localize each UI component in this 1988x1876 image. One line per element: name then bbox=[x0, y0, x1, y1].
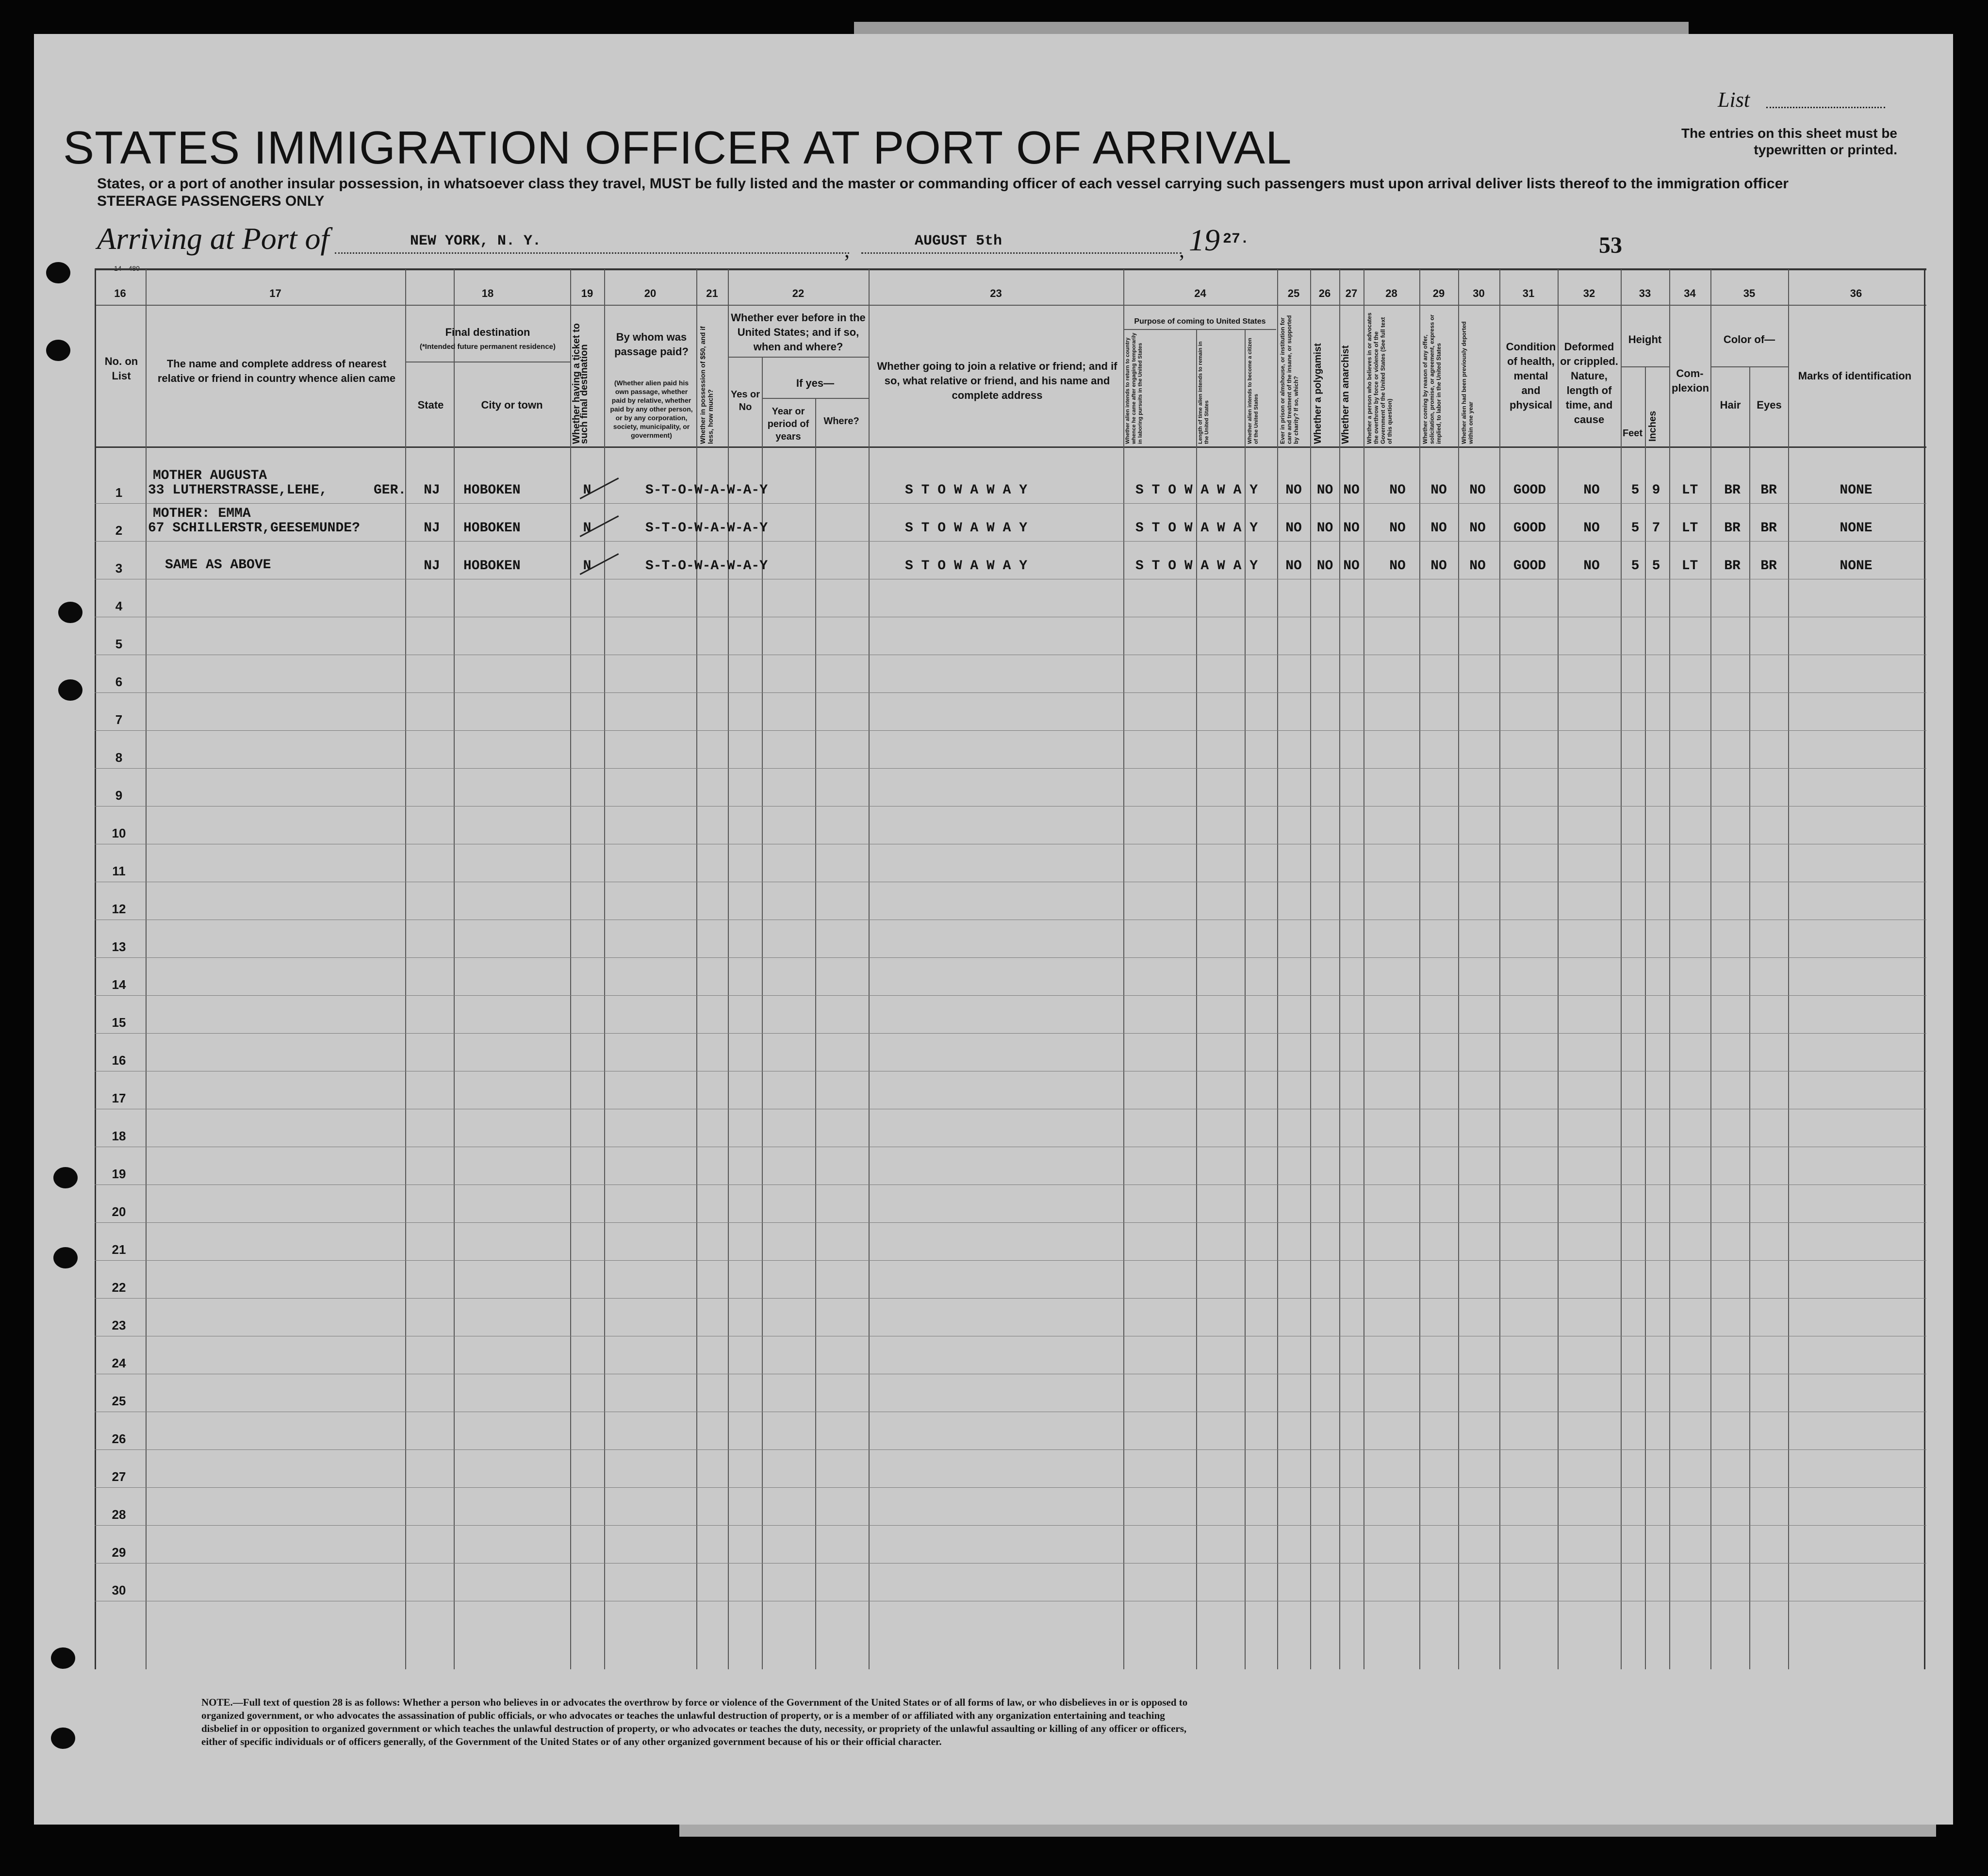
column-rule bbox=[604, 269, 605, 1669]
row-number: 14 bbox=[112, 977, 126, 992]
punch-hole bbox=[58, 602, 82, 623]
row-number: 9 bbox=[115, 788, 123, 803]
cell-city: HOBOKEN bbox=[463, 559, 521, 574]
row-number: 12 bbox=[112, 902, 126, 916]
cell-state: NJ bbox=[424, 559, 440, 574]
header-overthrow: Whether a person who believes in or advocates the overthrow by force or violence of the Government of the United States (See full text of this question) bbox=[1366, 313, 1393, 444]
header-bottom-rule bbox=[95, 446, 1926, 448]
cell-overthrow: NO bbox=[1389, 483, 1406, 498]
cell-prison: NO bbox=[1285, 559, 1302, 574]
column-rule bbox=[1788, 269, 1789, 1669]
relative-address: 67 SCHILLERSTR,GEESEMUNDE? bbox=[148, 521, 360, 536]
column-number: 23 bbox=[990, 287, 1002, 299]
column-rule bbox=[869, 269, 870, 1669]
relative-name: MOTHER: EMMA bbox=[153, 506, 251, 521]
cell-inches: 5 bbox=[1652, 559, 1660, 574]
cell-polygamist: NO bbox=[1316, 483, 1333, 498]
year-prefix: 19 bbox=[1189, 223, 1220, 257]
cell-paid: S-T-O-W-A-W-A-Y bbox=[645, 483, 768, 498]
cell-marks: NONE bbox=[1840, 559, 1873, 574]
ever-before-rule bbox=[728, 357, 869, 358]
port-line bbox=[335, 252, 849, 254]
cell-contract: NO bbox=[1430, 559, 1447, 574]
cell-marks: NONE bbox=[1840, 483, 1873, 498]
cell-polygamist: NO bbox=[1316, 521, 1333, 536]
purpose-rule bbox=[1123, 329, 1276, 330]
cell-state: NJ bbox=[424, 483, 440, 498]
cell-state: NJ bbox=[424, 521, 440, 536]
port-value: NEW YORK, N. Y. bbox=[410, 233, 542, 249]
column-number: 33 bbox=[1639, 287, 1651, 299]
cell-anarchist: NO bbox=[1343, 559, 1360, 574]
header-color-of: Color of— bbox=[1723, 333, 1775, 346]
header-ticket: Whether having a ticket to such final destination bbox=[571, 323, 590, 444]
comma-separator: , bbox=[844, 238, 850, 262]
list-label: List bbox=[1718, 88, 1750, 112]
cell-joining: S T O W A W A Y bbox=[905, 521, 1028, 536]
punch-hole bbox=[51, 1728, 75, 1749]
punch-hole bbox=[51, 1647, 75, 1669]
header-hair: Hair bbox=[1720, 399, 1741, 411]
comma-separator: , bbox=[1179, 238, 1184, 262]
cell-overthrow: NO bbox=[1389, 559, 1406, 574]
footnote-question-28: NOTE.—Full text of question 28 is as follows: Whether a person who believes in or advocates the overthrow by force or violence of the Government of the United States or of all forms of law, or who disbelieves in or is opposed to organized government, or who advocates the assassination of public officials, or who advocates or teaches the unlawful destruction of property, or is a member of or affiliated with any organization entertaining and teaching disbelief in or opposition to organized government or which teaches the unlawful destruction of property, or who advocates or teaches the duty, necessity, or propriety of the unlawful assaulting or killing of any officer or officers, either of specific individuals or of officers generally, of the Government of the United States or of any other organized government because of his or their official character. bbox=[201, 1696, 1188, 1747]
column-number: 29 bbox=[1432, 287, 1445, 299]
cell-contract: NO bbox=[1430, 521, 1447, 536]
sub-column-rule bbox=[815, 398, 816, 1669]
column-rule bbox=[95, 269, 96, 1669]
relative-country: GER. bbox=[374, 483, 407, 498]
header-if-yes: If yes— bbox=[796, 377, 835, 389]
cell-health: GOOD bbox=[1513, 483, 1546, 498]
row-number: 19 bbox=[112, 1167, 126, 1181]
row-number: 29 bbox=[112, 1545, 126, 1560]
header-final-destination: Final destination bbox=[445, 326, 530, 338]
cell-eyes: BR bbox=[1760, 521, 1777, 536]
row-number: 20 bbox=[112, 1204, 126, 1219]
row-number: 8 bbox=[115, 750, 123, 765]
column-rule bbox=[1277, 269, 1278, 1669]
cell-ticket: N bbox=[583, 521, 591, 536]
column-number: 18 bbox=[481, 287, 494, 299]
header-polygamist: Whether a polygamist bbox=[1313, 343, 1323, 444]
cell-overthrow: NO bbox=[1389, 521, 1406, 536]
row-number: 13 bbox=[112, 939, 126, 954]
cell-anarchist: NO bbox=[1343, 521, 1360, 536]
sub-column-rule bbox=[1749, 366, 1750, 1669]
header-fifty-dollars: Whether in possession of $50, and if less, how much? bbox=[699, 326, 714, 444]
row-rule bbox=[95, 957, 1926, 958]
column-rule bbox=[1499, 269, 1500, 1669]
column-number: 27 bbox=[1345, 287, 1358, 299]
cell-deported: NO bbox=[1469, 483, 1486, 498]
cell-paid: S-T-O-W-A-W-A-Y bbox=[645, 559, 768, 574]
header-deported: Whether alien had been previously deported within one year bbox=[1461, 321, 1474, 444]
row-rule bbox=[95, 692, 1926, 693]
column-number: 16 bbox=[114, 287, 126, 299]
cell-ticket: N bbox=[583, 483, 591, 498]
cell-complexion: LT bbox=[1681, 483, 1698, 498]
column-rule bbox=[1123, 269, 1124, 1669]
row-number: 23 bbox=[112, 1318, 126, 1333]
row-number: 22 bbox=[112, 1280, 126, 1295]
cell-eyes: BR bbox=[1760, 559, 1777, 574]
relative-address: 33 LUTHERSTRASSE,LEHE, bbox=[148, 483, 328, 498]
column-number: 19 bbox=[581, 287, 593, 299]
column-rule bbox=[1558, 269, 1559, 1669]
cell-deported: NO bbox=[1469, 559, 1486, 574]
header-passage-note: (Whether alien paid his own passage, whether paid by relative, whether paid by any other person, or by any corporation, society, municipality, or government) bbox=[610, 379, 693, 439]
row-number: 26 bbox=[112, 1432, 126, 1446]
row-number: 25 bbox=[112, 1394, 126, 1408]
header-prison: Ever in prison or almshouse, or institution for care and treatment of the insane, or supported by charity? If so, which? bbox=[1279, 315, 1299, 444]
form-subtitle: States, or a port of another insular possession, in whatsoever class they travel, MUST be fully listed and the master or commanding officer of each vessel carrying such passengers must upon arrival deliver lists thereof to the immigration officer bbox=[97, 176, 1789, 192]
cell-deformed: NO bbox=[1583, 483, 1600, 498]
column-rule bbox=[570, 269, 571, 1669]
header-joining: Whether going to join a relative or friend; and if so, what relative or friend, and his name and complete address bbox=[877, 360, 1117, 401]
cell-complexion: LT bbox=[1681, 559, 1698, 574]
column-number-rule bbox=[95, 305, 1926, 306]
row-number: 2 bbox=[115, 523, 123, 538]
punch-hole bbox=[46, 262, 70, 283]
cell-ticket: N bbox=[583, 559, 591, 574]
column-rule bbox=[405, 269, 406, 1669]
row-number: 28 bbox=[112, 1507, 126, 1522]
column-number: 28 bbox=[1385, 287, 1397, 299]
header-complexion: Com-plexion bbox=[1672, 367, 1709, 394]
cell-city: HOBOKEN bbox=[463, 483, 521, 498]
header-ever-before: Whether ever before in the United States; and if so, when and where? bbox=[731, 312, 866, 353]
cell-feet: 5 bbox=[1631, 559, 1640, 574]
page-number: 53 bbox=[1599, 232, 1622, 258]
header-yes-no: Yes or No bbox=[730, 389, 760, 412]
row-rule bbox=[95, 1298, 1926, 1299]
row-rule bbox=[95, 541, 1926, 542]
column-rule bbox=[1710, 269, 1711, 1669]
column-number: 31 bbox=[1522, 287, 1535, 299]
cell-health: GOOD bbox=[1513, 559, 1546, 574]
cell-marks: NONE bbox=[1840, 521, 1873, 536]
row-rule bbox=[95, 1260, 1926, 1261]
header-height: Height bbox=[1628, 333, 1662, 346]
row-number: 30 bbox=[112, 1583, 126, 1597]
relative-name: MOTHER AUGUSTA bbox=[153, 468, 267, 483]
cell-deformed: NO bbox=[1583, 521, 1600, 536]
row-number: 7 bbox=[115, 712, 123, 727]
cell-feet: 5 bbox=[1631, 483, 1640, 498]
cell-eyes: BR bbox=[1760, 483, 1777, 498]
cell-contract: NO bbox=[1430, 483, 1447, 498]
row-number: 10 bbox=[112, 826, 126, 840]
header-purpose-b: Length of time alien intends to remain in the United States bbox=[1198, 341, 1210, 444]
cell-health: GOOD bbox=[1513, 521, 1546, 536]
row-rule bbox=[95, 1033, 1926, 1034]
row-number: 11 bbox=[112, 864, 126, 878]
sub-column-rule bbox=[1645, 366, 1646, 1669]
header-no-on-list: No. on List bbox=[104, 355, 138, 382]
column-number: 32 bbox=[1583, 287, 1595, 299]
cell-purpose: S T O W A W A Y bbox=[1135, 483, 1258, 498]
cell-complexion: LT bbox=[1681, 521, 1698, 536]
column-rule bbox=[1458, 269, 1459, 1669]
header-condition: Condition of health, mental and physical bbox=[1506, 341, 1556, 411]
row-number: 6 bbox=[115, 675, 123, 689]
punch-hole bbox=[58, 679, 82, 701]
cell-polygamist: NO bbox=[1316, 559, 1333, 574]
relative-name: SAME AS ABOVE bbox=[165, 558, 271, 573]
row-number: 16 bbox=[112, 1053, 126, 1068]
column-number: 25 bbox=[1287, 287, 1300, 299]
column-rule bbox=[1310, 269, 1311, 1669]
column-rule bbox=[1621, 269, 1622, 1669]
header-state: State bbox=[417, 399, 444, 411]
row-rule bbox=[95, 1525, 1926, 1526]
table-top-rule bbox=[95, 268, 1926, 270]
header-purpose-a: Whether alien intends to return to country whence he came after engaging temporarily in laboring pursuits in the United States bbox=[1125, 332, 1143, 444]
row-rule bbox=[95, 503, 1926, 504]
header-eyes: Eyes bbox=[1757, 399, 1782, 411]
column-number: 20 bbox=[644, 287, 657, 299]
header-inches: Inches bbox=[1647, 411, 1658, 442]
form-code: 14—480 bbox=[114, 264, 140, 272]
row-number: 24 bbox=[112, 1356, 126, 1370]
column-number: 36 bbox=[1850, 287, 1862, 299]
cell-city: HOBOKEN bbox=[463, 521, 521, 536]
header-contract: Whether coming by reason of any offer, solicitation, promise, or agreement, express or implied, to labor in the United States bbox=[1422, 314, 1442, 444]
column-rule bbox=[146, 269, 147, 1669]
row-rule bbox=[95, 995, 1926, 996]
row-number: 15 bbox=[112, 1015, 126, 1030]
column-rule bbox=[696, 269, 697, 1669]
header-where: Where? bbox=[823, 416, 859, 427]
column-rule bbox=[454, 269, 455, 1669]
column-rule bbox=[1419, 269, 1420, 1669]
cell-hair: BR bbox=[1724, 521, 1741, 536]
header-city: City or town bbox=[481, 399, 543, 411]
manifest-sheet bbox=[34, 34, 1953, 1825]
row-number: 1 bbox=[115, 485, 123, 500]
cell-purpose: S T O W A W A Y bbox=[1135, 521, 1258, 536]
cell-feet: 5 bbox=[1631, 521, 1640, 536]
row-number: 21 bbox=[112, 1242, 126, 1257]
cell-deported: NO bbox=[1469, 521, 1486, 536]
entries-notice: The entries on this sheet must be typewritten or printed. bbox=[1681, 126, 1897, 157]
cell-prison: NO bbox=[1285, 521, 1302, 536]
sub-column-rule bbox=[762, 357, 763, 1669]
header-passage-paid: By whom was passage paid? bbox=[614, 331, 689, 358]
header-feet: Feet bbox=[1622, 428, 1643, 439]
row-rule bbox=[95, 768, 1926, 769]
header-marks: Marks of identification bbox=[1798, 370, 1912, 382]
header-anarchist: Whether an anarchist bbox=[1340, 345, 1351, 444]
column-number: 17 bbox=[269, 287, 281, 299]
column-rule bbox=[1924, 269, 1925, 1669]
row-number: 18 bbox=[112, 1129, 126, 1143]
row-number: 4 bbox=[115, 599, 123, 613]
cell-inches: 9 bbox=[1652, 483, 1660, 498]
column-number: 22 bbox=[792, 287, 805, 299]
cell-deformed: NO bbox=[1583, 559, 1600, 574]
cell-hair: BR bbox=[1724, 559, 1741, 574]
column-number: 26 bbox=[1318, 287, 1331, 299]
form-title: STATES IMMIGRATION OFFICER AT PORT OF ARRIVAL bbox=[63, 122, 1292, 174]
header-destination-note: (*Intended future permanent residence) bbox=[419, 343, 556, 351]
header-nearest-relative: The name and complete address of nearest relative or friend in country whence alien came bbox=[157, 358, 396, 384]
header-period-years: Year or period of years bbox=[767, 406, 809, 442]
column-number: 34 bbox=[1684, 287, 1696, 299]
row-number: 17 bbox=[112, 1091, 126, 1105]
passenger-class: STEERAGE PASSENGERS ONLY bbox=[97, 193, 325, 209]
row-number: 5 bbox=[115, 637, 123, 651]
column-number: 35 bbox=[1743, 287, 1756, 299]
cell-joining: S T O W A W A Y bbox=[905, 559, 1028, 574]
row-rule bbox=[95, 1449, 1926, 1450]
punch-hole bbox=[46, 340, 70, 361]
header-deformed: Deformed or crippled. Nature, length of time, and cause bbox=[1560, 341, 1618, 426]
column-rule bbox=[1339, 269, 1340, 1669]
column-number: 30 bbox=[1473, 287, 1485, 299]
row-number: 3 bbox=[115, 561, 123, 576]
year-suffix: 27. bbox=[1223, 231, 1249, 247]
column-rule bbox=[728, 269, 729, 1669]
list-number-line bbox=[1766, 107, 1885, 108]
cell-paid: S-T-O-W-A-W-A-Y bbox=[645, 521, 768, 536]
row-rule bbox=[95, 1222, 1926, 1223]
punch-hole bbox=[53, 1247, 78, 1268]
arriving-label: Arriving at Port of bbox=[97, 221, 329, 256]
cell-purpose: S T O W A W A Y bbox=[1135, 559, 1258, 574]
cell-inches: 7 bbox=[1652, 521, 1660, 536]
cell-anarchist: NO bbox=[1343, 483, 1360, 498]
column-rule bbox=[1669, 269, 1670, 1669]
header-purpose-c: Whether alien intends to become a citizen of the United States bbox=[1247, 338, 1259, 444]
cell-hair: BR bbox=[1724, 483, 1741, 498]
cell-prison: NO bbox=[1285, 483, 1302, 498]
column-number: 24 bbox=[1194, 287, 1206, 299]
cell-joining: S T O W A W A Y bbox=[905, 483, 1028, 498]
row-rule bbox=[95, 1487, 1926, 1488]
header-purpose: Purpose of coming to United States bbox=[1134, 317, 1266, 326]
row-number: 27 bbox=[112, 1469, 126, 1484]
column-number: 21 bbox=[706, 287, 718, 299]
punch-hole bbox=[53, 1167, 78, 1188]
date-line bbox=[861, 252, 1182, 254]
row-rule bbox=[95, 730, 1926, 731]
date-value: AUGUST 5th bbox=[915, 233, 1002, 249]
